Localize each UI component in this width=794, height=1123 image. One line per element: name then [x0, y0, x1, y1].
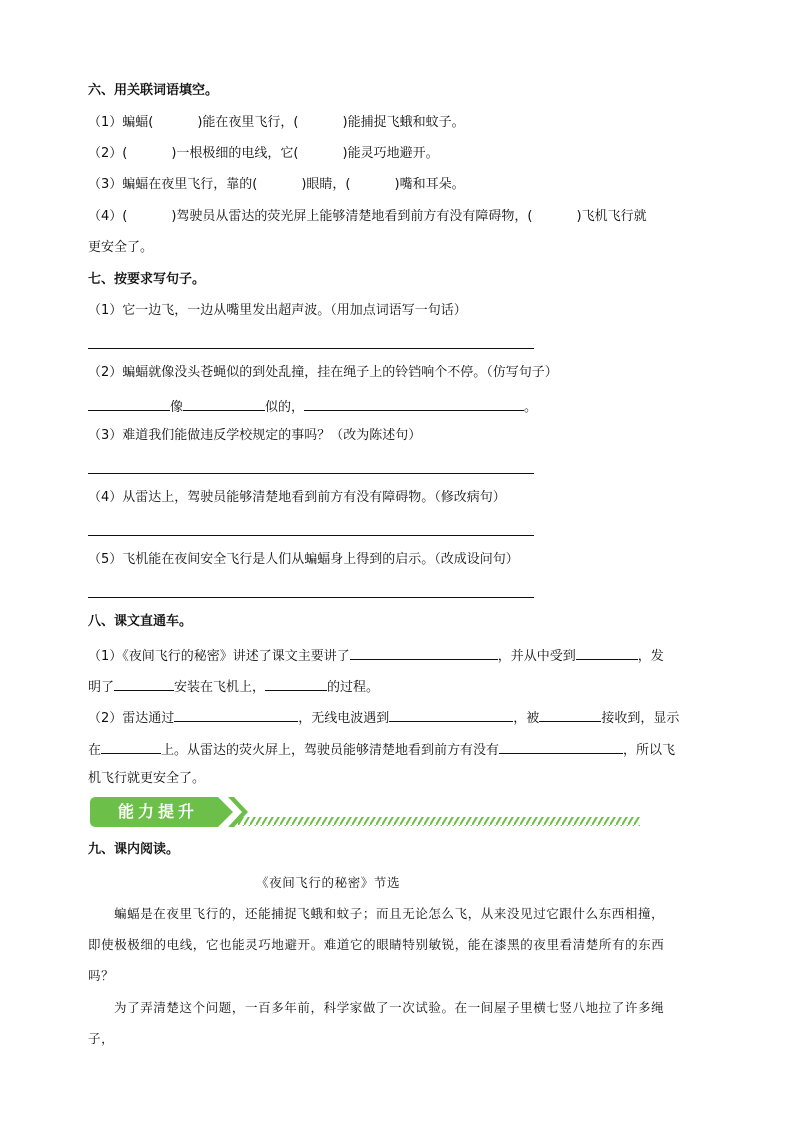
s6-question-4: （4）( )驾驶员从雷达的荧光屏上能够清楚地看到前方有没有障碍物，( )飞机飞行就 — [88, 209, 647, 224]
blank[interactable] — [499, 739, 623, 754]
passage-line: 吗？ — [88, 968, 115, 983]
s7-question-2-fill: 像 似的， 。 — [88, 396, 537, 417]
section-9-title: 九、课内阅读。 — [88, 842, 180, 857]
s8-question-1: （1）《夜间飞行的秘密》讲述了课文主要讲了 ，并从中受到 ，发 — [88, 645, 664, 666]
blank[interactable] — [174, 707, 298, 722]
s7-question-5: （5）飞机能在夜间安全飞行是人们从蝙蝠身上得到的启示。（改成设问句） — [88, 552, 519, 567]
s8-question-2-cont: 在 上。从雷达的荧火屏上，驾驶员能够清楚地看到前方有没有 ，所以飞 — [88, 739, 675, 760]
s7-question-2: （2）蝙蝠就像没头苍蝇似的到处乱撞，挂在绳子上的铃铛响个不停。（仿写句子） — [88, 365, 558, 380]
s7-question-1: （1）它一边飞，一边从嘴里发出超声波。（用加点词语写一句话） — [88, 303, 467, 318]
banner-label: 能力提升 — [117, 802, 198, 821]
s6-question-3: （3）蝙蝠在夜里飞行，靠的( )眼睛，( )嘴和耳朵。 — [88, 177, 465, 192]
blank[interactable] — [88, 396, 170, 411]
blank[interactable] — [114, 676, 174, 691]
passage-line: 蝙蝠是在夜里飞行的，还能捕捉飞蛾和蚊子；而且无论怎么飞，从来没见过它跟什么东西相撞， — [114, 906, 665, 921]
s7-question-3: （3）难道我们能做违反学校规定的事吗？（改为陈述句） — [88, 428, 422, 443]
section-7-title: 七、按要求写句子。 — [88, 272, 206, 287]
s7-question-4: （4）从雷达上，驾驶员能够清楚地看到前方有没有障碍物。（修改病句） — [88, 490, 506, 505]
section-6-title: 六、用关联词语填空。 — [88, 83, 219, 98]
answer-line[interactable] — [88, 473, 534, 474]
ability-banner — [88, 795, 648, 829]
s6-question-4-cont: 更安全了。 — [88, 240, 154, 255]
passage-line: 为了弄清楚这个问题，一百多年前，科学家做了一次试验。在一间屋子里横七竖八地拉了许多绳 — [114, 1000, 665, 1015]
s8-question-1-cont: 明了 安装在飞机上， 的过程。 — [88, 676, 379, 697]
answer-line[interactable] — [88, 597, 534, 598]
passage-title: 《夜间飞行的秘密》节选 — [256, 875, 401, 890]
blank[interactable] — [576, 645, 638, 660]
blank[interactable] — [265, 676, 327, 691]
s6-question-1: （1）蝙蝠( )能在夜里飞行，( )能捕捉飞蛾和蚊子。 — [88, 115, 465, 130]
blank[interactable] — [101, 739, 161, 754]
blank[interactable] — [350, 645, 498, 660]
blank[interactable] — [183, 396, 265, 411]
blank[interactable] — [304, 396, 524, 411]
passage-line: 即使极极细的电线，它也能灵巧地避开。难道它的眼睛特别敏锐，能在漆黑的夜里看清楚所有的东西 — [88, 937, 665, 952]
answer-line[interactable] — [88, 348, 534, 349]
s8-question-2: （2）雷达通过 ，无线电波遇到 ，被 接收到，显示 — [88, 707, 679, 728]
passage-line: 子， — [88, 1031, 115, 1046]
banner-stripe — [238, 817, 640, 826]
s8-question-2-cont-2: 机飞行就更安全了。 — [88, 771, 206, 786]
blank[interactable] — [389, 707, 513, 722]
s6-question-2: （2）( )一根极细的电线，它( )能灵巧地避开。 — [88, 146, 439, 161]
answer-line[interactable] — [88, 535, 534, 536]
section-8-title: 八、课文直通车。 — [88, 614, 193, 629]
blank[interactable] — [539, 707, 601, 722]
